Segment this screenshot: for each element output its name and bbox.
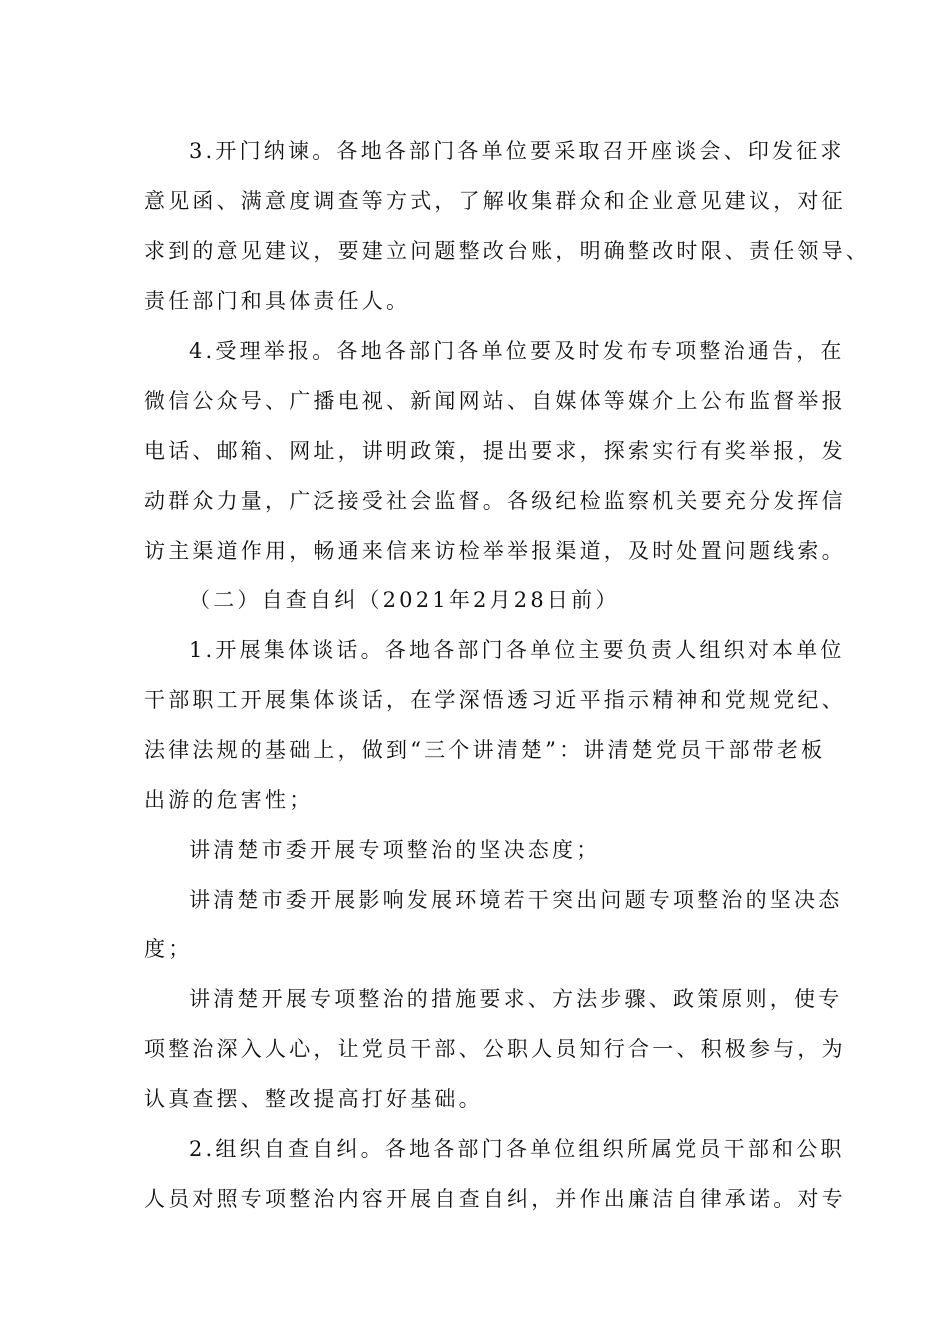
text-line: 认真查摆、整改提高打好基础。 [144,1087,483,1111]
text-line: 2.组织自查自纠。各地各部门各单位组织所属党员干部和公职 [189,1137,845,1161]
text-line: 度； [144,937,193,961]
text-line: 访主渠道作用，畅通来信来访检举举报渠道，及时处置问题线索。 [144,539,846,563]
text-line: 出游的危害性； [144,788,314,812]
text-line: 4.受理举报。各地各部门各单位要及时发布专项整治通告，在 [189,339,845,363]
text-line: 项整治深入人心，让党员干部、公职人员知行合一、积极参与，为 [144,1037,846,1061]
section-heading: （二）自查自纠（2021年2月28日前） [189,588,620,612]
text-line: 讲清楚市委开展影响发展环境若干突出问题专项整治的坚决态 [189,888,843,912]
text-line: 3.开门纳谏。各地各部门各单位要采取召开座谈会、印发征求 [189,139,845,163]
text-line: 电话、邮箱、网址，讲明政策，提出要求，探索实行有奖举报，发 [144,439,846,463]
text-line: 动群众力量，广泛接受社会监督。各级纪检监察机关要充分发挥信 [144,489,846,513]
text-line: 责任部门和具体责任人。 [144,289,411,313]
text-line: 人员对照专项整治内容开展自查自纠，并作出廉洁自律承诺。对专 [144,1187,846,1211]
text-line: 意见函、满意度调查等方式，了解收集群众和企业意见建议，对征 [144,189,846,213]
text-line: 法律法规的基础上，做到“三个讲清楚”：讲清楚党员干部带老板 [144,738,826,762]
text-line: 1.开展集体谈话。各地各部门各单位主要负责人组织对本单位 [189,638,845,662]
text-line: 微信公众号、广播电视、新闻网站、自媒体等媒介上公布监督举报 [144,389,846,413]
text-line: 求到的意见建议，要建立问题整改台账，明确整改时限、责任领导、 [144,239,870,263]
text-line: 讲清楚市委开展专项整治的坚决态度； [189,838,601,862]
text-line: 干部职工开展集体谈话，在学深悟透习近平指示精神和党规党纪、 [144,688,846,712]
text-line: 讲清楚开展专项整治的措施要求、方法步骤、政策原则，使专 [189,987,843,1011]
